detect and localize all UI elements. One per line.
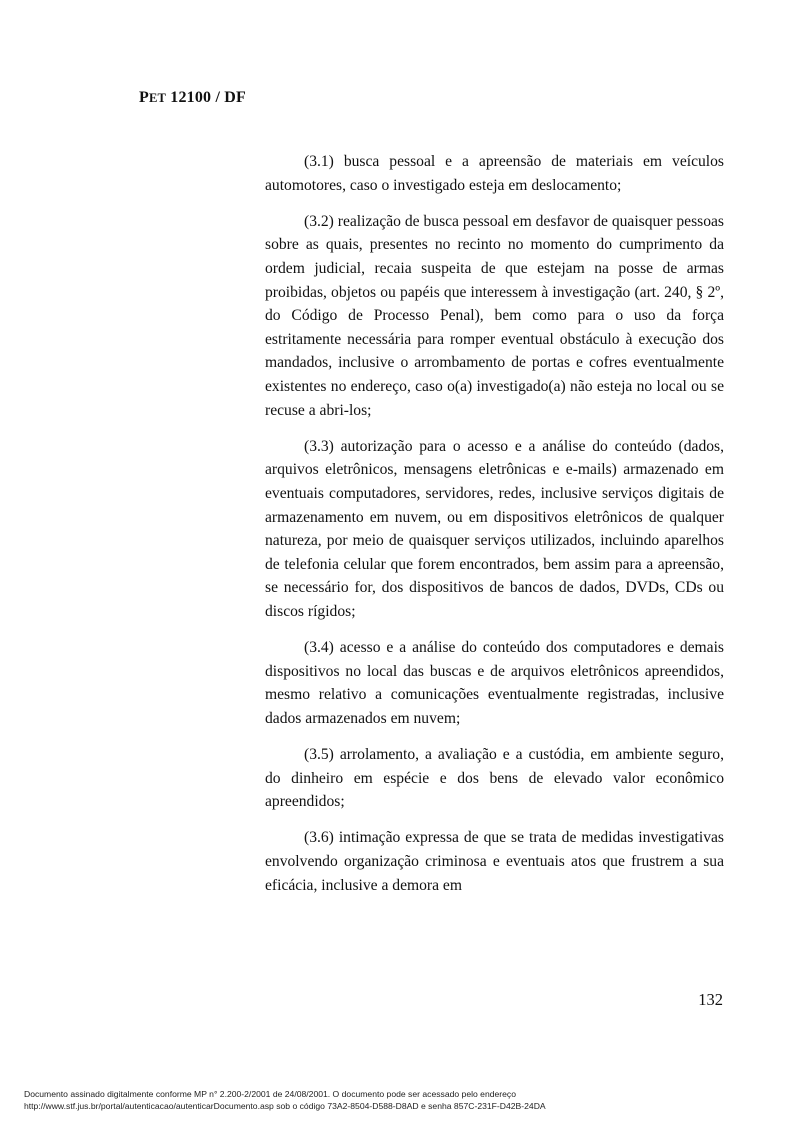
document-header bbox=[139, 89, 246, 107]
header-title-suffix: 12100 / DF bbox=[166, 89, 247, 106]
signature-footer bbox=[24, 1088, 784, 1112]
paragraph-3-6: (3.6) intimação expressa de que se trata de medidas investigativas envolvendo organização criminosa e eventuais atos que frustrem a sua eficácia, inclusive a demora em bbox=[265, 829, 724, 894]
page-number: 132 bbox=[698, 990, 723, 1009]
paragraph-3-5: (3.5) arrolamento, a avaliação e a custódia, em ambiente seguro, do dinheiro em espécie e dos bens de elevado valor econômico apreendidos; bbox=[265, 746, 724, 811]
paragraph-3-2: (3.2) realização de busca pessoal em desfavor de quaisquer pessoas sobre as quais, presentes no recinto no momento do cumprimento da ordem judicial, recaia suspeita de que estejam na posse de armas proibidas, objetos ou papéis que interessem à investigação (art. 240, § 2º, do Código de Processo Penal), bem como para o uso da força estritamente necessária para romper eventual obstáculo à execução dos mandados, inclusive o arrombamento de portas e cofres eventualmente existentes no endereço, caso o(a) investigado(a) não esteja no local ou se recuse a abri-los; bbox=[265, 212, 724, 419]
header-title-smallcaps: ET bbox=[148, 91, 167, 105]
header-title-first-letter: P bbox=[139, 89, 149, 106]
paragraph-3-4: (3.4) acesso e a análise do conteúdo dos computadores e demais dispositivos no local das buscas e de arquivos eletrônicos apreendidos, mesmo relativo a comunicações eventualmente registradas, inclusive dados armazenados em nuvem; bbox=[265, 639, 724, 727]
paragraph-3-1: (3.1) busca pessoal e a apreensão de materiais em veículos automotores, caso o investigado esteja em deslocamento; bbox=[265, 153, 724, 194]
document-body bbox=[265, 150, 724, 910]
footer-line-2: http://www.stf.jus.br/portal/autenticacao/autenticarDocumento.asp sob o código 73A2-8504-D588-D8AD e senha 857C-231F-D42B-24DA bbox=[24, 1101, 546, 1111]
paragraph-3-3: (3.3) autorização para o acesso e a análise do conteúdo (dados, arquivos eletrônicos, mensagens eletrônicas e e-mails) armazenado em eventuais computadores, servidores, redes, inclusive serviços digitais de armazenamento em nuvem, ou em dispositivos eletrônicos de qualquer natureza, por meio de quaisquer serviços utilizados, incluindo aparelhos de telefonia celular que forem encontrados, bem assim para a apreensão, se necessário for, dos dispositivos de bancos de dados, DVDs, CDs ou discos rígidos; bbox=[265, 437, 724, 620]
footer-line-1: Documento assinado digitalmente conforme MP n° 2.200-2/2001 de 24/08/2001. O documento pode ser acessado pelo endereço bbox=[24, 1089, 517, 1099]
